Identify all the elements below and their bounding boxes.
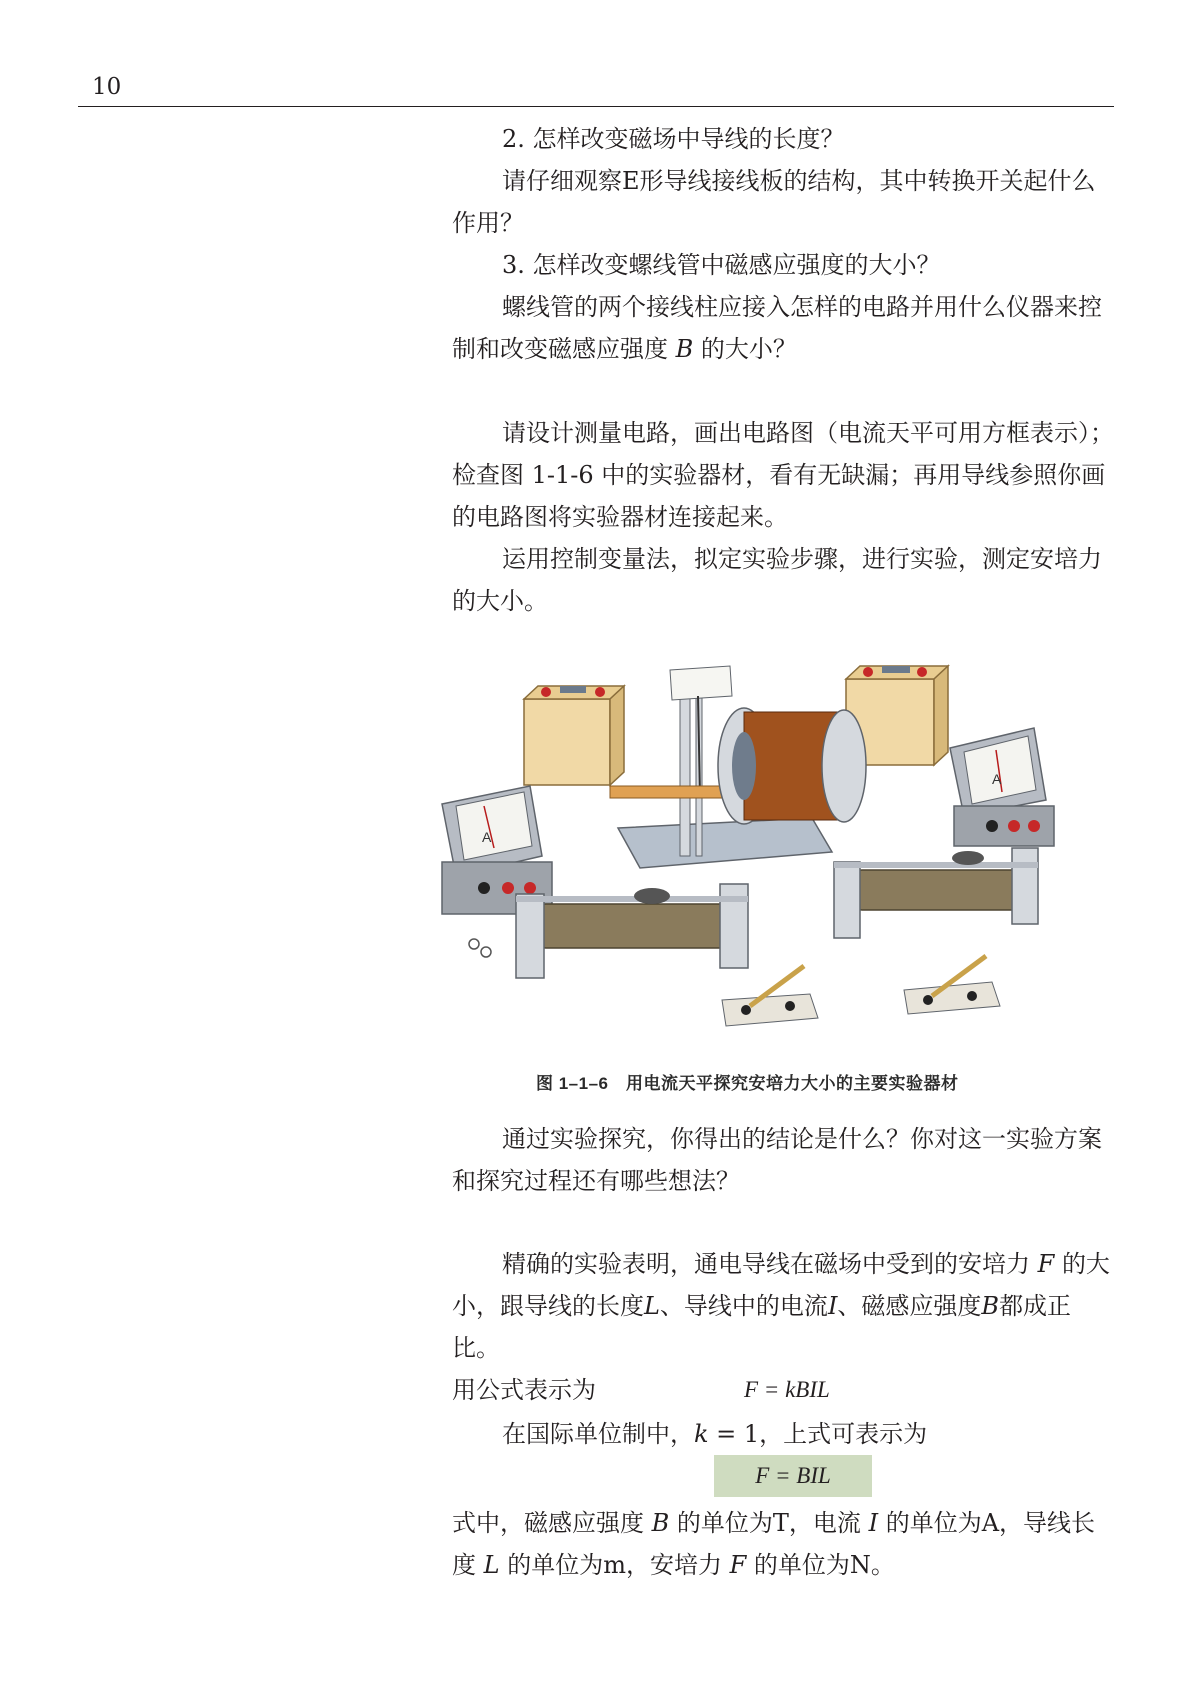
result-line1: 精确的实验表明，通电导线在磁场中受到的安培力 — [502, 1250, 1030, 1278]
symbol-b: B — [675, 335, 694, 363]
figure-lab-equipment — [420, 656, 1120, 1051]
symbol-f: F — [729, 1551, 747, 1579]
rheostat-left-icon — [516, 884, 748, 978]
question-3-detail — [452, 286, 1118, 370]
figure-caption: 图 1–1–6 用电流天平探究安培力大小的主要实验器材 — [536, 1074, 959, 1093]
design-line2: 检查图 1-1-6 中的实验器材，看有无缺漏；再用导线参照你画 — [452, 461, 1106, 489]
result-line1-end: 的大 — [1061, 1250, 1110, 1278]
si-paragraph — [452, 1413, 1118, 1455]
conclusion-line2: 和探究过程还有哪些想法？ — [452, 1167, 740, 1195]
units-line1-end: 的单位为A，导线长 — [885, 1509, 1096, 1537]
result-line2-end: 都成正比。 — [452, 1292, 1072, 1362]
conclusion-line1: 通过实验探究，你得出的结论是什么？你对这一实验方案 — [502, 1125, 1102, 1153]
units-line1-mid: 的单位为T，电流 — [676, 1509, 861, 1537]
question-3-detail-line2-end: 的大小？ — [700, 335, 797, 363]
result-line2: 小，跟导线的长度 — [452, 1292, 644, 1320]
rheostat-right-icon — [834, 848, 1038, 938]
ammeter-right-icon — [950, 728, 1054, 846]
formula-si: F = BIL — [755, 1463, 831, 1488]
knife-switch-left-icon — [722, 966, 818, 1026]
si-line: 在国际单位制中， — [502, 1420, 694, 1448]
units-line2-mid: 的单位为m，安培力 — [507, 1551, 722, 1579]
question-2 — [452, 118, 1118, 160]
question-3-detail-line2: 制和改变磁感应强度 — [452, 335, 668, 363]
question-2-text: 2. 怎样改变磁场中导线的长度？ — [502, 125, 845, 153]
question-2-detail — [452, 160, 1118, 244]
formula-general: F = kBIL — [744, 1377, 830, 1402]
result-line3: 用公式表示为 — [452, 1376, 596, 1404]
knife-switch-right-icon — [904, 956, 1000, 1014]
symbol-b: B — [981, 1292, 1000, 1320]
lab-equipment-illustration — [420, 656, 1120, 1051]
question-3-detail-line1: 螺线管的两个接线柱应接入怎样的电路并用什么仪器来控 — [502, 293, 1102, 321]
hooks-icon — [469, 939, 491, 957]
conclusion-question — [452, 1118, 1118, 1202]
method-line1: 运用控制变量法，拟定实验步骤，进行实验，测定安培力 — [502, 545, 1102, 573]
symbol-l: L — [644, 1292, 660, 1320]
symbol-l: L — [483, 1551, 500, 1579]
symbol-i: I — [827, 1292, 838, 1320]
units-paragraph — [452, 1502, 1118, 1586]
result-line2-mid2: 、磁感应强度 — [837, 1292, 982, 1320]
design-line3: 的电路图将实验器材连接起来。 — [452, 503, 788, 531]
design-line1: 请设计测量电路，画出电路图（电流天平可用方框表示）； — [502, 419, 1114, 447]
battery-left-icon — [524, 686, 624, 785]
result-line2-mid1: 、导线中的电流 — [659, 1292, 828, 1320]
units-line2: 度 — [452, 1551, 476, 1579]
symbol-i: I — [868, 1509, 879, 1537]
method-line2: 的大小。 — [452, 587, 548, 615]
ammeter-left-label: A — [482, 829, 492, 845]
symbol-f: F — [1037, 1250, 1055, 1278]
symbol-b: B — [651, 1509, 670, 1537]
si-line-end: = 1，上式可表示为 — [708, 1420, 928, 1448]
units-line1: 式中，磁感应强度 — [452, 1509, 644, 1537]
question-3-text: 3. 怎样改变螺线管中磁感应强度的大小？ — [502, 251, 941, 279]
question-2-detail-line2: 作用？ — [452, 209, 524, 237]
method-paragraph — [452, 538, 1118, 622]
symbol-k: k — [694, 1420, 709, 1448]
current-balance-icon — [610, 666, 866, 868]
question-2-detail-line1: 请仔细观察E形导线接线板的结构，其中转换开关起什么 — [502, 167, 1096, 195]
design-paragraph — [452, 412, 1118, 538]
ammeter-right-label: A — [992, 771, 1002, 787]
header-rule — [78, 106, 1114, 107]
page-number: 10 — [92, 74, 122, 100]
formula-si-highlight — [714, 1455, 872, 1497]
units-line2-end: 的单位为N。 — [753, 1551, 895, 1579]
question-3 — [452, 244, 1118, 286]
